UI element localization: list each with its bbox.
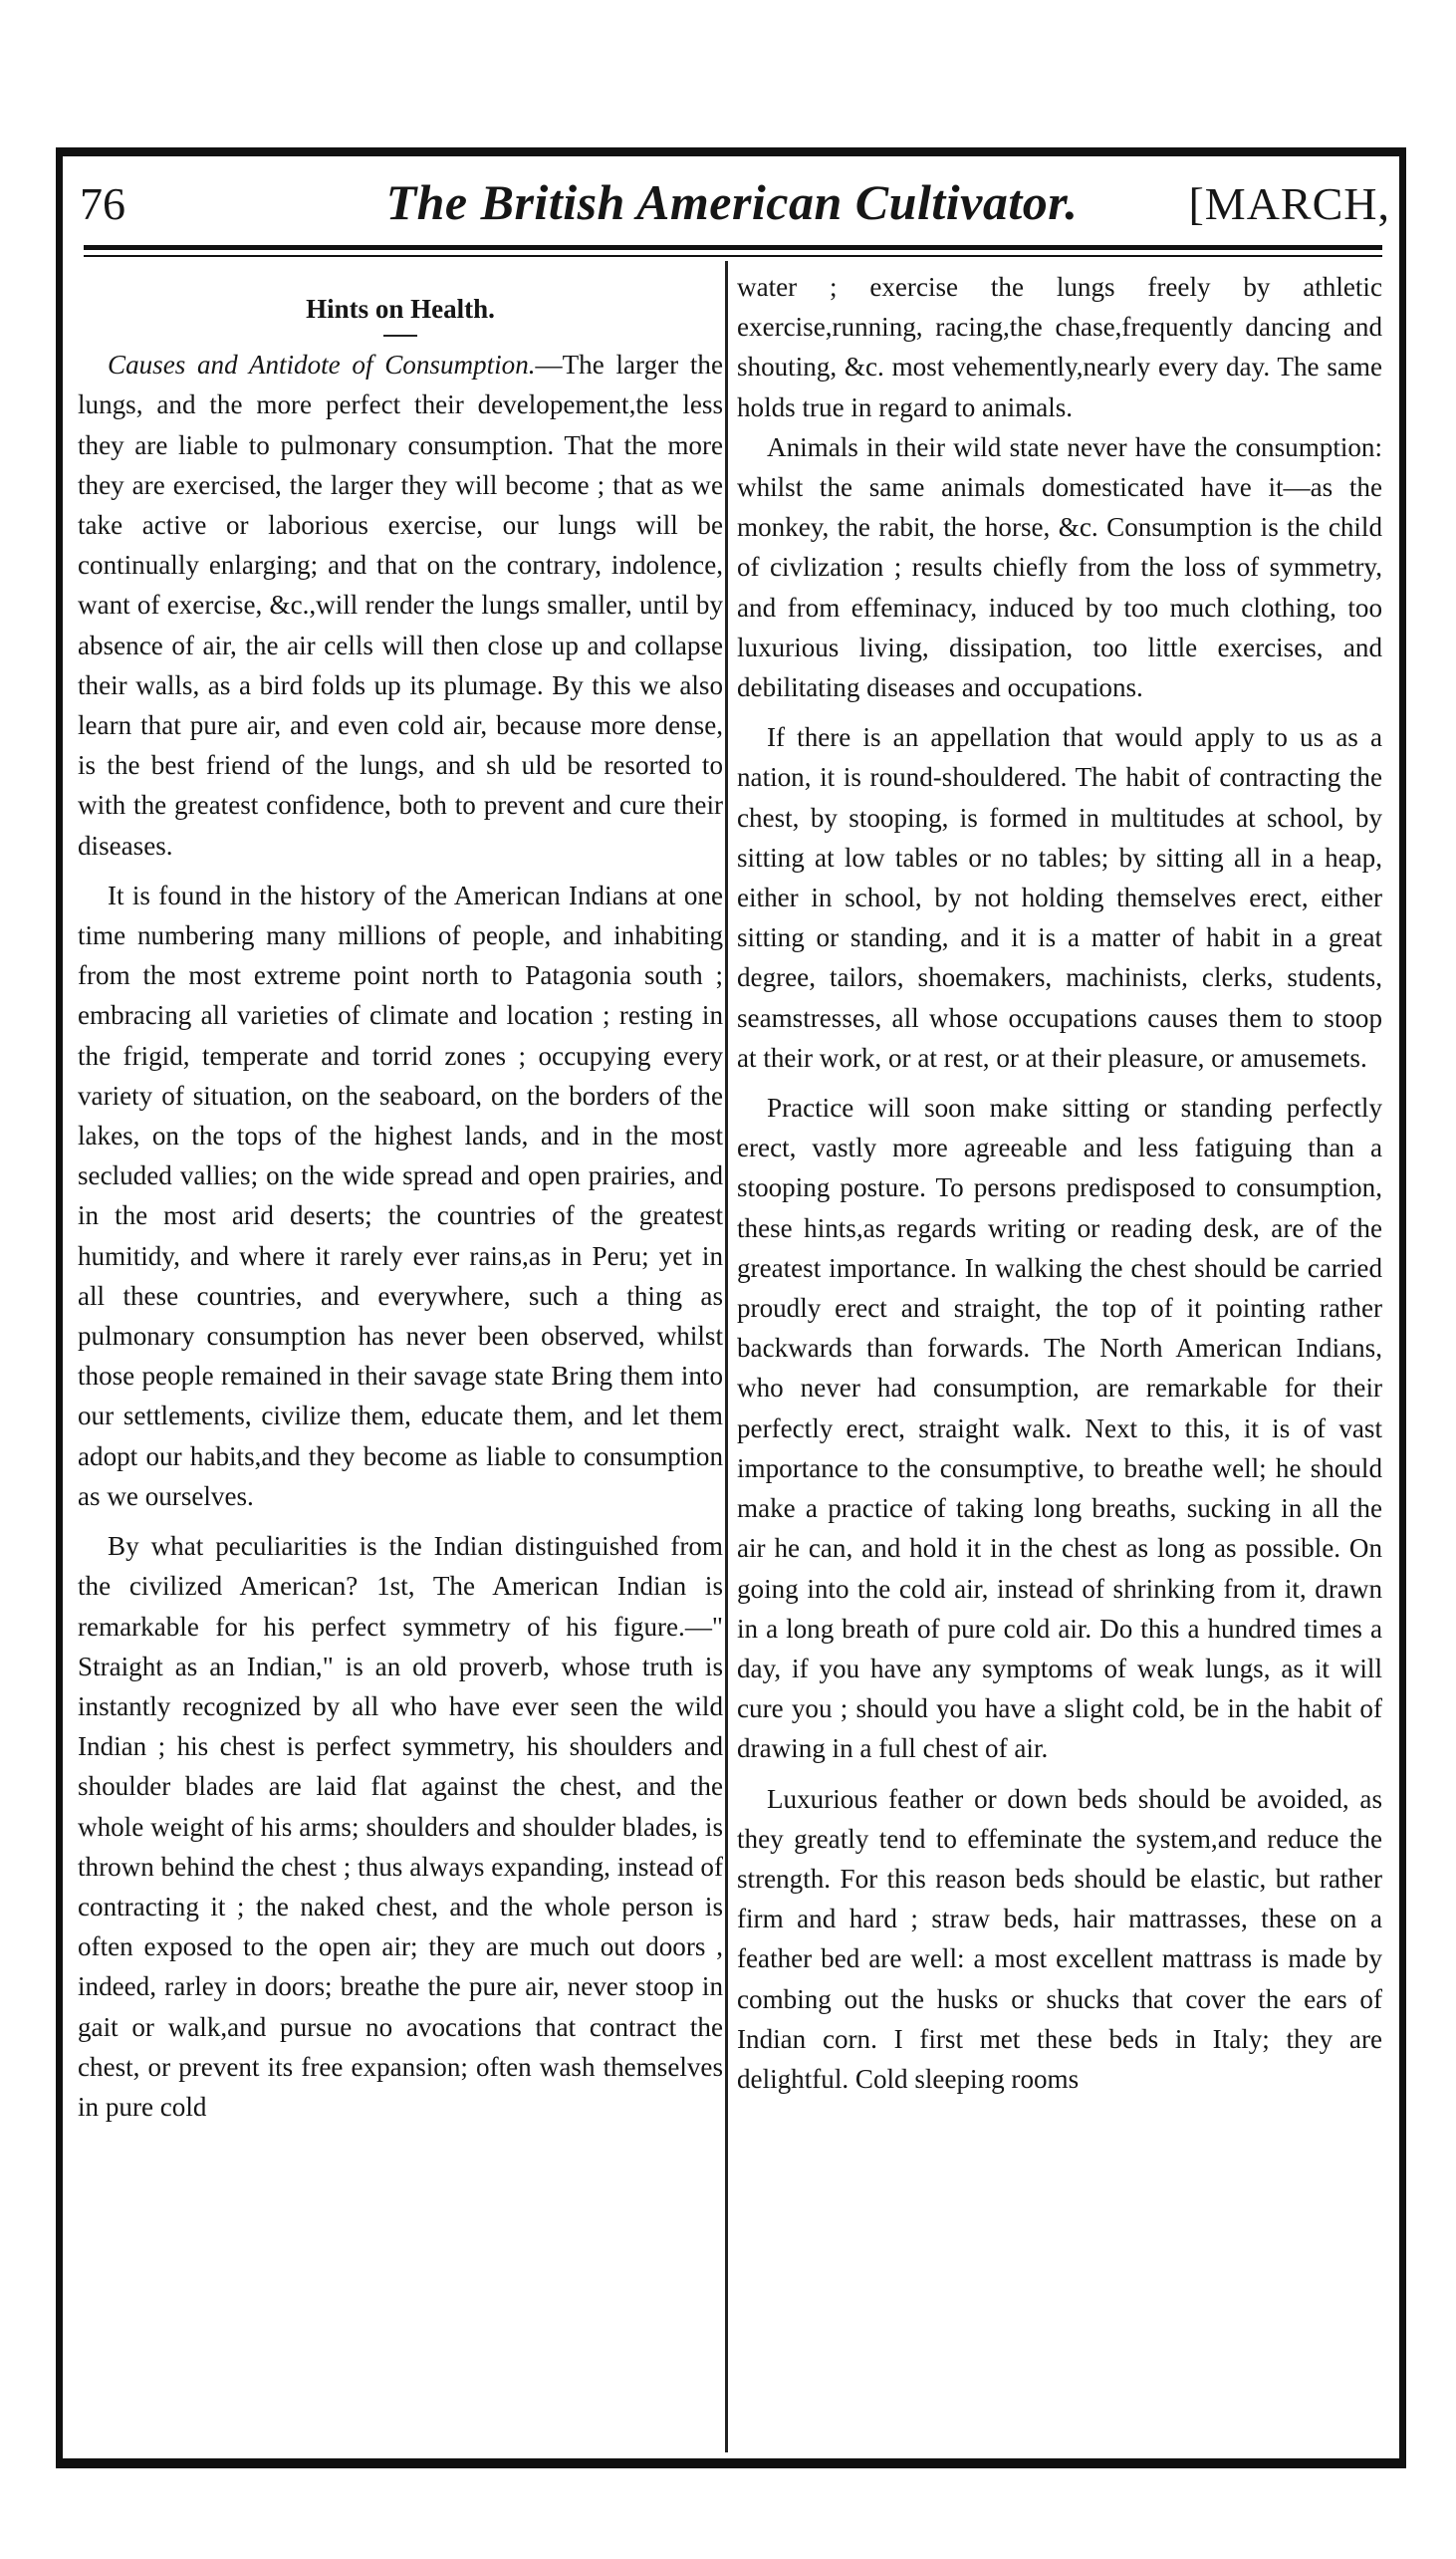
journal-title: The British American Cultivator. xyxy=(385,174,1079,230)
running-head xyxy=(74,159,1390,241)
column-divider xyxy=(725,261,728,2452)
paragraph: If there is an appellation that would apply to us as a nation, it is round-shouldered. The habit of contracting the chest, by stooping, is formed in multitudes at school, by sitting at low tables or no tables; by sitting all in a heap, either in school, by not holding themselves erect, either sitting or standing, and it is a matter of habit in a great degree, tailors, shoemakers, machinists, clerks, students, seamstresses, all whose occupations causes them to stoop at their work, or at rest, or at their pleasure, or amusemets. xyxy=(737,722,1382,1073)
paragraph: water ; exercise the lungs freely by athletic exercise,running, racing,the chase,frequently dancing and shouting, &c. most vehemently,nearly every day. The same holds true in regard to animals. xyxy=(737,272,1382,422)
header-rule-thick xyxy=(84,245,1382,250)
header-rule-thin xyxy=(84,255,1382,257)
paragraph xyxy=(78,345,723,866)
paragraph: It is found in the history of the American Indians at one time numbering many millions of people, and inhabiting from the most extreme point north to Patagonia south ; embracing all varieties of climate and location ; resting in the frigid, temperate and torrid zones ; occupying every variety of situation, on the seaboard, on the borders of the lakes, on the tops of the highest lands, and in the most secluded vallies; on the wide spread and open prairies, and in the most arid deserts; the countries of the greatest humitidy, and where it rarely ever rains,as in Peru; yet in all these countries, and everywhere, such a thing as pulmonary consumption has never been observed, whilst those people remained in their savage state Bring them into our settlements, civilize them, educate them, and let them adopt our habits,and they become as liable to consumption as we ourselves. xyxy=(78,880,723,1511)
paragraph: Animals in their wild state never have the consumption: whilst the same animals domesticated have it—as the monkey, the rabit, the horse, &c. Consumption is the child of civlization ; results chiefly from the loss of symmetry, and from effeminacy, induced by too much clothing, too luxurious living, dissipation, too little exercises, and debilitating diseases and occupations. xyxy=(737,431,1382,703)
issue-month: [MARCH, xyxy=(1188,178,1390,229)
page-border-bottom xyxy=(56,2458,1406,2468)
page-border-right xyxy=(1399,147,1406,2468)
page-border-top xyxy=(56,147,1406,156)
paragraph-text: —The larger the lungs, and the more perfect their developement,the less they are liable to pulmonary consumption. That the more they are exercised, the larger they will become ; that as we take active or laborious exercise, our lungs will be continually enlarging; and that on the contrary, indolence, want of exercise, &c.,will render the lungs smaller, until by absence of air, the air cells will then close up and collapse their walls, as a bird folds up its plumage. By this we also learn that pure air, and even cold air, because more dense, is the best friend of the lungs, and sh uld be resorted to with the greatest confidence, both to prevent and cure their diseases. xyxy=(78,350,723,861)
left-column xyxy=(78,267,723,2127)
paragraph: Practice will soon make sitting or standing perfectly erect, vastly more agreeable and less fatiguing than a stooping posture. To persons predisposed to consumption, these hints,as regards writing or reading desk, are of the greatest importance. In walking the chest should be carried proudly erect and straight, the top of it pointing rather backwards than forwards. The North American Indians, who never had consumption, are remarkable for their perfectly erect, straight walk. Next to this, it is of vast importance to the consumptive, to breathe well; he should make a practice of taking long breaths, sucking in all the air he can, and hold it in the chest as long as possible. On going into the cold air, instead of shrinking from it, drawn in a long breath of pure cold air. Do this a hundred times a day, if you have any symptoms of weak lungs, as it will cure you ; should you have a slight cold, be in the habit of drawing in a full chest of air. xyxy=(737,1093,1382,1764)
right-column xyxy=(737,267,1382,2099)
title-rule xyxy=(383,335,417,337)
page-border-left xyxy=(56,147,63,2468)
paragraph: Luxurious feather or down beds should be avoided, as they greatly tend to effeminate the system,and reduce the strength. For this reason beds should be elastic, but rather firm and hard ; straw beds, hair mattrasses, these on a feather bed are well: a most excellent mattrass is made by combing out the husks or shucks that cover the ears of Indian corn. I first met these beds in Italy; they are delightful. Cold sleeping rooms xyxy=(737,1783,1382,2094)
article-subhead: Causes and Antidote of Consumption. xyxy=(108,350,536,381)
article-title: Hints on Health. xyxy=(306,294,495,324)
page-number: 76 xyxy=(80,178,125,229)
paragraph: By what peculiarities is the Indian distinguished from the civilized American? 1st, The American Indian is remarkable for his perfect symmetry of his figure.—" Straight as an Indian," is an old proverb, whose truth is instantly recognized by all who have ever seen the wild Indian ; his chest is perfect symmetry, his shoulders and shoulder blades are laid flat against the chest, and the whole weight of his arms; shoulders and shoulder blades, is thrown behind the chest ; thus always expanding, instead of contracting it ; the naked chest, and the whole person is often exposed to the open air; they are much out doors , indeed, rarley in doors; breathe the pure air, never stoop in gait or walk,and pursue no avocations that contract the chest, or prevent its free expansion; often wash themselves in pure cold xyxy=(78,1531,723,2122)
